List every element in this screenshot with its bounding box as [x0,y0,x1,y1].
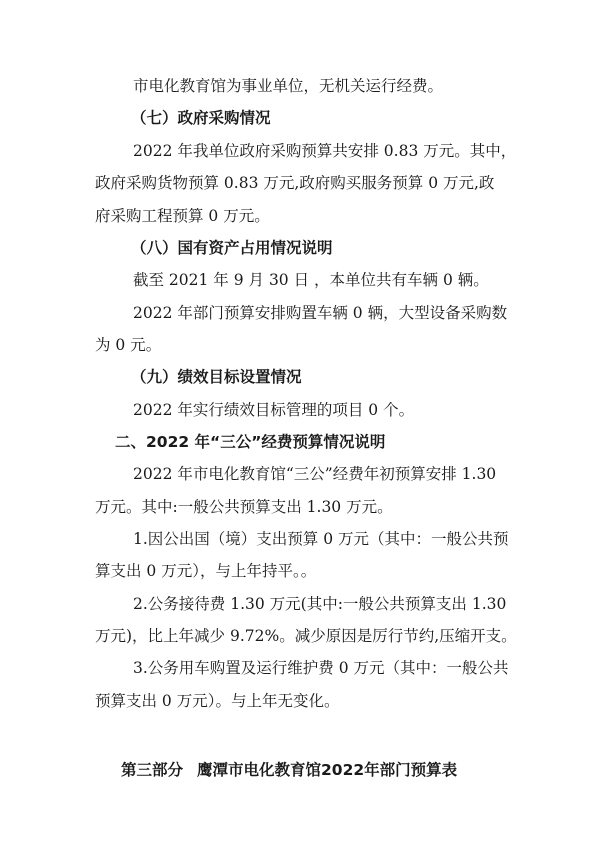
sangong-line: 1.因公出国（境）支出预算 0 万元（其中：一般公共预 [133,530,509,548]
sangong-line: 预算支出 0 万元）。与上年无变化。 [95,692,340,710]
sangong-line: 3.公务用车购置及运行维护费 0 万元（其中：一般公共 [133,659,509,677]
section-8-line: 截至 2021 年 9 月 30 日 ，本单位共有车辆 0 辆。 [133,271,489,289]
part-label: 第三部分 [121,761,184,779]
section-8-line: 为 0 元。 [95,336,162,354]
section-9-heading: （九）绩效目标设置情况 [131,368,302,386]
sangong-line: 万元。其中:一般公共预算支出 1.30 万元。 [95,498,393,516]
part-title: 鹰潭市电化教育馆2022年部门预算表 [197,761,458,779]
sangong-line: 算支出 0 万元），与上年持平。。 [95,562,317,580]
section-7-heading: （七）政府采购情况 [131,109,271,127]
sangong-line: 万元)，比上年减少 9.72%。减少原因是厉行节约,压缩开支。 [95,627,517,645]
section-7-line: 府采购工程预算 0 万元。 [95,207,270,225]
sangong-line: 2022 年市电化教育馆“三公”经费年初预算安排 1.30 [133,465,497,483]
sangong-line: 2.公务接待费 1.30 万元(其中:一般公共预算支出 1.30 [133,595,507,613]
section-9-line: 2022 年实行绩效目标管理的项目 0 个。 [133,401,415,419]
sangong-heading: 二、2022 年“三公”经费预算情况说明 [115,433,386,451]
section-8-line: 2022 年部门预算安排购置车辆 0 辆，大型设备采购数 [133,304,508,322]
section-7-line: 政府采购货物预算 0.83 万元,政府购买服务预算 0 万元,政 [95,174,495,192]
section-7-line: 2022 年我单位政府采购预算共安排 0.83 万元。其中， [133,142,517,160]
intro-text: 市电化教育馆为事业单位，无机关运行经费。 [133,77,444,95]
part-three-title [121,760,457,780]
section-8-heading: （八）国有资产占用情况说明 [131,239,333,257]
